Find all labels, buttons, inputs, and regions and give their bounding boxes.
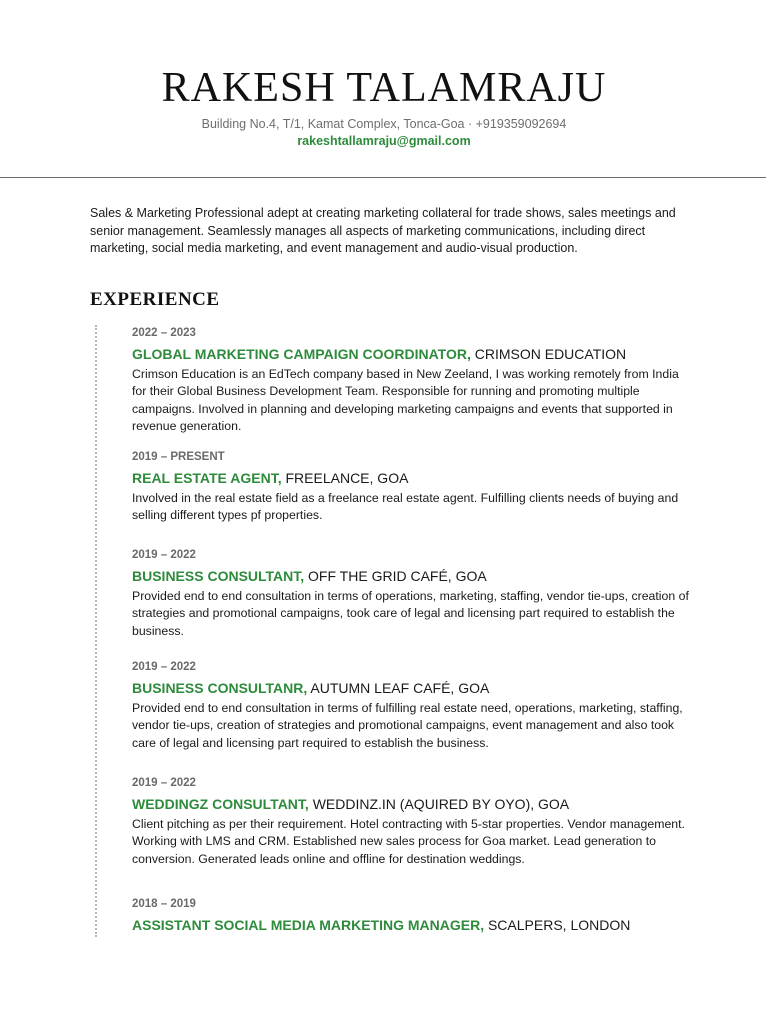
- job-role: REAL ESTATE AGENT,: [132, 470, 282, 486]
- candidate-name: RAKESH TALAMRAJU: [161, 65, 607, 111]
- job-company: FREELANCE, GOA: [285, 470, 409, 486]
- header-divider: [0, 177, 766, 178]
- timeline-line: [95, 325, 97, 937]
- job-title-line: [132, 468, 692, 488]
- job-description: Crimson Education is an EdTech company based in New Zeeland, I was working remotely from India for their Global Business Development Team. Responsible for running and promoting multiple campaigns. Involved in planning and developing marketing campaigns and events that supported in revenue generation.: [132, 367, 679, 434]
- job-entry: [132, 659, 692, 752]
- job-entry: [132, 896, 692, 935]
- job-company: AUTUMN LEAF CAFÉ, GOA: [310, 680, 490, 696]
- email-link[interactable]: rakeshtallamraju@gmail.com: [297, 134, 471, 148]
- job-company: OFF THE GRID CAFÉ, GOA: [308, 568, 487, 584]
- job-title-line: [132, 794, 692, 814]
- job-role: BUSINESS CONSULTANT,: [132, 568, 305, 584]
- job-description: Provided end to end consultation in terms of fulfilling real estate need, operations, marketing, staffing, vendor tie-ups, creation of strategies and promotional campaigns, event management and also took care of legal and licensing part required to establish the business.: [132, 701, 683, 750]
- job-role: ASSISTANT SOCIAL MEDIA MARKETING MANAGER,: [132, 917, 485, 933]
- job-description: Client pitching as per their requirement. Hotel contracting with 5-star properties. Vendor management. Working with LMS and CRM. Established new sales process for Goa market. Lead generation to conversion. Generated leads online and offline for destination weddings.: [132, 817, 685, 866]
- job-company: CRIMSON EDUCATION: [474, 346, 627, 362]
- job-title-line: [132, 566, 692, 586]
- job-entry: [132, 449, 692, 525]
- job-dates: 2019 – 2022: [132, 661, 196, 673]
- job-dates: 2019 – 2022: [132, 777, 196, 789]
- job-entry: [132, 775, 692, 868]
- job-company: SCALPERS, LONDON: [487, 917, 631, 933]
- job-entry: [132, 325, 692, 436]
- job-dates: 2019 – 2022: [132, 549, 196, 561]
- job-title-line: [132, 678, 692, 698]
- job-dates: 2018 – 2019: [132, 898, 196, 910]
- job-description: Involved in the real estate field as a freelance real estate agent. Fulfilling clients needs of buying and selling different types pf properties.: [132, 491, 679, 523]
- job-title-line: [132, 915, 692, 935]
- resume-header: [0, 62, 768, 150]
- job-company: WEDDINZ.IN (AQUIRED BY OYO), GOA: [312, 796, 570, 812]
- contact-details: Building No.4, T/1, Kamat Complex, Tonca-Goa · +919359092694: [201, 117, 567, 131]
- job-role: BUSINESS CONSULTANR,: [132, 680, 308, 696]
- job-role: GLOBAL MARKETING CAMPAIGN COORDINATOR,: [132, 346, 471, 362]
- job-dates: 2019 – PRESENT: [132, 451, 225, 463]
- job-title-line: [132, 344, 692, 364]
- job-entry: [132, 547, 692, 640]
- professional-summary: Sales & Marketing Professional adept at creating marketing collateral for trade shows, sales meetings and senior management. Seamlessly manages all aspects of marketing communications, including direct marketing, social media marketing, and event management and audio-visual production.: [90, 206, 676, 255]
- job-dates: 2022 – 2023: [132, 327, 196, 339]
- job-description: Provided end to end consultation in terms of operations, marketing, staffing, vendor tie-ups, creation of strategies and promotional campaigns, took care of legal and licensing part required to establish the business.: [132, 589, 689, 638]
- experience-heading: EXPERIENCE: [90, 289, 220, 310]
- job-role: WEDDINGZ CONSULTANT,: [132, 796, 309, 812]
